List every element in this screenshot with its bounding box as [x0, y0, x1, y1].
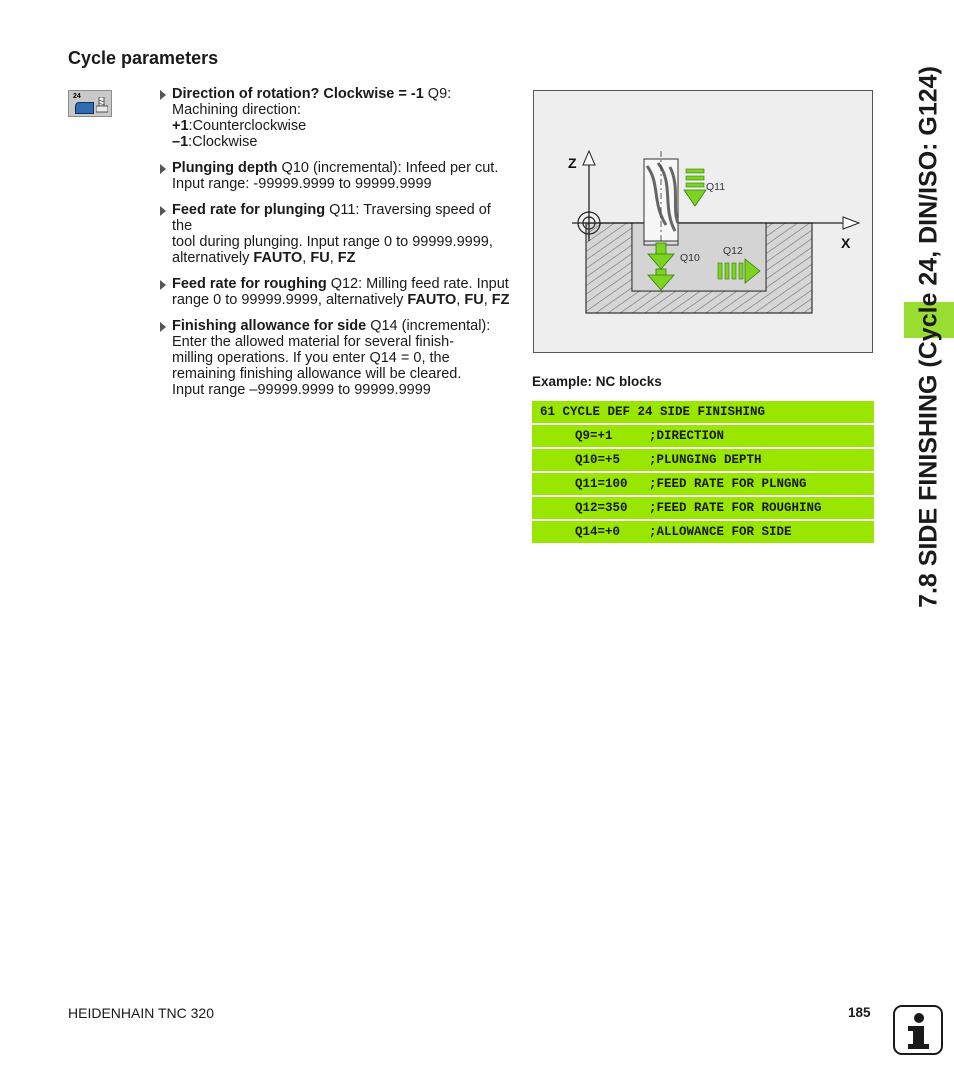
bold-text: +1 — [172, 118, 189, 134]
text: remaining finishing allowance will be cleared. — [172, 366, 462, 382]
parameter-item — [158, 202, 513, 266]
cycle-number: 24 — [73, 93, 81, 100]
bold-text: FU — [310, 250, 330, 266]
nc-block-row — [532, 473, 874, 495]
q11-label: Q11 — [706, 181, 726, 193]
page-number: 185 — [848, 1005, 871, 1020]
cycle-diagram — [533, 90, 873, 353]
nc-block-comment: ;PLUNGING DEPTH — [649, 453, 762, 467]
parameter-line — [172, 134, 513, 150]
nc-block-address: Q12=350 — [575, 501, 628, 515]
nc-block-row — [532, 449, 874, 471]
parameter-line — [172, 318, 513, 334]
text: :Clockwise — [188, 134, 258, 150]
cycle-24-softkey-icon — [68, 90, 112, 117]
parameter-line — [172, 366, 513, 382]
q11-plunging-feed-arrow — [684, 169, 706, 206]
parameter-item — [158, 86, 513, 150]
text: tool during plunging. Input range 0 to 99999.9999, — [172, 234, 493, 250]
footer-product-name: HEIDENHAIN TNC 320 — [68, 1005, 215, 1021]
bold-text: FZ — [337, 250, 356, 266]
bullet-arrow-icon — [160, 206, 166, 216]
nc-block-address: Q10=+5 — [575, 453, 621, 467]
parameter-line — [172, 176, 513, 192]
nc-block-row — [532, 401, 874, 423]
parameter-line — [172, 86, 513, 102]
text: :Counterclockwise — [188, 118, 307, 134]
text: , — [302, 250, 311, 266]
x-axis-arrowhead — [843, 217, 859, 229]
bold-text: Feed rate for roughing — [172, 276, 327, 292]
bold-text: –1 — [172, 134, 189, 150]
parameter-item — [158, 160, 513, 192]
side-title-text: 7.8 SIDE FINISHING (Cycle 24, DIN/ISO: G124) — [914, 66, 943, 608]
text: Q11: Traversing speed of the — [172, 202, 491, 234]
bold-text: FZ — [491, 292, 510, 308]
text: Input range –99999.9999 to 99999.9999 — [172, 382, 431, 398]
nc-block-address: Q11=100 — [575, 477, 628, 491]
parameter-line — [172, 334, 513, 350]
bold-text: Plunging depth — [172, 160, 278, 176]
nc-block-comment: ;FEED RATE FOR ROUGHING — [649, 501, 822, 515]
nc-block-address: Q14=+0 — [575, 525, 621, 539]
text: , — [456, 292, 465, 308]
text: Enter the allowed material for several finish- — [172, 334, 455, 350]
section-heading: Cycle parameters — [68, 48, 219, 68]
nc-program-blocks — [532, 401, 874, 545]
text: Machining direction: — [172, 102, 301, 118]
parameter-line — [172, 118, 513, 134]
contour-shape-icon — [75, 102, 94, 114]
nc-block-row — [532, 521, 874, 543]
nc-block-comment: ;FEED RATE FOR PLNGNG — [649, 477, 807, 491]
nc-block-address: 61 CYCLE DEF 24 SIDE FINISHING — [540, 405, 766, 419]
text: Q9: — [423, 86, 452, 102]
text: range 0 to 99999.9999, alternatively — [172, 292, 408, 308]
bold-text: Direction of rotation? Clockwise = -1 — [172, 86, 424, 102]
parameter-item — [158, 318, 513, 398]
text: , — [483, 292, 492, 308]
axis-x-label: X — [841, 235, 851, 251]
q10-label: Q10 — [680, 252, 700, 264]
bullet-arrow-icon — [160, 280, 166, 290]
bold-text: FU — [464, 292, 484, 308]
parameter-line — [172, 234, 513, 250]
parameter-line — [172, 292, 513, 308]
bold-text: Finishing allowance for side — [172, 318, 367, 334]
text: Q14 (incremental): — [366, 318, 491, 334]
nc-block-row — [532, 425, 874, 447]
example-title: Example: NC blocks — [532, 374, 662, 389]
nc-block-comment: ;DIRECTION — [649, 429, 725, 443]
parameter-line — [172, 202, 513, 234]
text: Q10 (incremental): Infeed per cut. — [277, 160, 499, 176]
text: milling operations. If you enter Q14 = 0, the — [172, 350, 450, 366]
text: alternatively — [172, 250, 254, 266]
bold-text: FAUTO — [253, 250, 303, 266]
nc-block-comment: ;ALLOWANCE FOR SIDE — [649, 525, 792, 539]
text: Input range: -99999.9999 to 99999.9999 — [172, 176, 432, 192]
nc-block-address: Q9=+1 — [575, 429, 613, 443]
text: Q12: Milling feed rate. Input — [326, 276, 509, 292]
parameter-line — [172, 276, 513, 292]
parameter-line — [172, 250, 513, 266]
parameter-line — [172, 160, 513, 176]
q12-label: Q12 — [723, 245, 743, 257]
bullet-arrow-icon — [160, 164, 166, 174]
tool-icon — [96, 97, 108, 113]
nc-block-row — [532, 497, 874, 519]
parameter-item — [158, 276, 513, 308]
parameter-list — [158, 86, 513, 408]
parameter-line — [172, 102, 513, 118]
bold-text: FAUTO — [407, 292, 457, 308]
bullet-arrow-icon — [160, 90, 166, 100]
z-axis-arrowhead — [583, 151, 595, 165]
side-finishing-diagram — [534, 91, 872, 352]
parameter-line — [172, 382, 513, 398]
info-icon — [893, 1005, 943, 1055]
bullet-arrow-icon — [160, 322, 166, 332]
parameter-line — [172, 350, 513, 366]
axis-z-label: Z — [568, 155, 577, 171]
bold-text: Feed rate for plunging — [172, 202, 326, 218]
text: , — [329, 250, 338, 266]
